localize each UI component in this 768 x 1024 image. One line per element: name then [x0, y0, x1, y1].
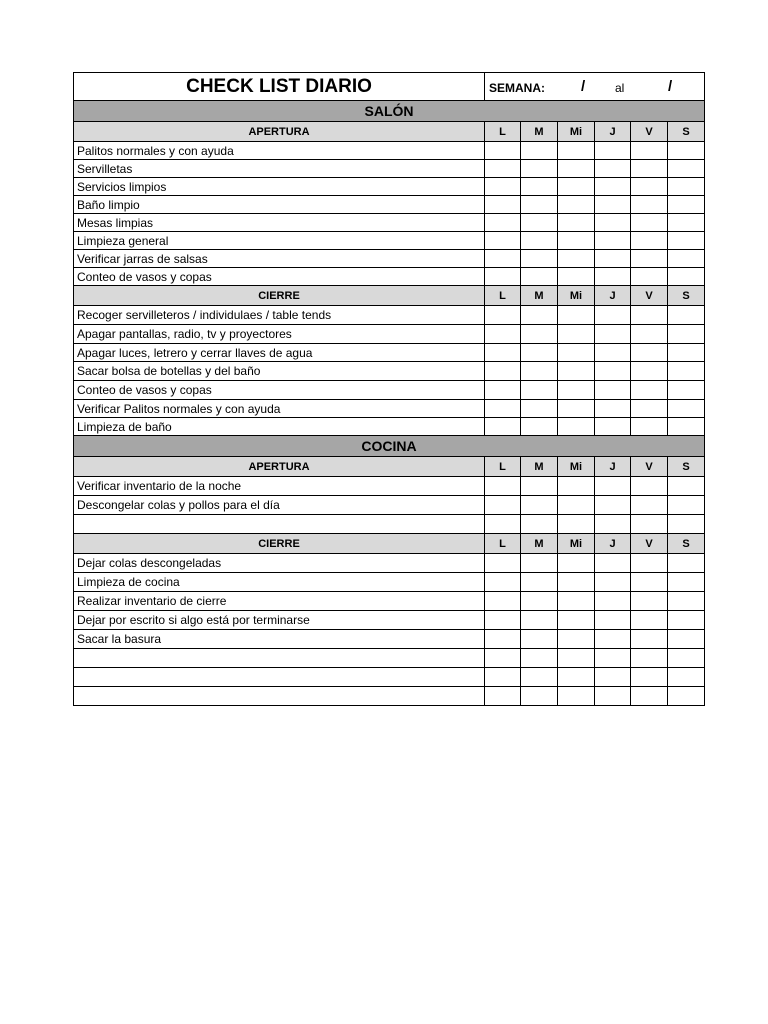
check-cell-1[interactable] — [521, 232, 558, 250]
check-cell-3[interactable] — [595, 178, 631, 196]
check-cell-3[interactable] — [595, 630, 631, 649]
table-row — [74, 554, 705, 573]
check-cell-2[interactable] — [558, 344, 595, 362]
task-label: Realizar inventario de cierre — [74, 592, 485, 611]
check-cell-3[interactable] — [595, 362, 631, 381]
day-header-1: M — [521, 286, 558, 306]
task-label: Dejar colas descongeladas — [74, 554, 485, 573]
day-header-5: S — [668, 457, 705, 477]
check-cell-1[interactable] — [521, 306, 558, 325]
task-label: Servilletas — [74, 160, 485, 178]
table-row — [74, 178, 705, 196]
check-cell-4[interactable] — [631, 196, 668, 214]
check-cell-1[interactable] — [521, 592, 558, 611]
check-cell-5[interactable] — [668, 554, 705, 573]
day-header-5: S — [668, 286, 705, 306]
check-cell-1[interactable] — [521, 214, 558, 232]
check-cell-0[interactable] — [485, 381, 521, 400]
check-cell-5[interactable] — [668, 306, 705, 325]
task-label: Apagar luces, letrero y cerrar llaves de agua — [74, 344, 485, 362]
check-cell-5[interactable] — [668, 687, 705, 706]
check-cell-1[interactable] — [521, 362, 558, 381]
day-header-3: J — [595, 457, 631, 477]
check-cell-4[interactable] — [631, 687, 668, 706]
check-cell-0[interactable] — [485, 142, 521, 160]
check-cell-0[interactable] — [485, 592, 521, 611]
check-cell-2[interactable] — [558, 362, 595, 381]
check-cell-1[interactable] — [521, 142, 558, 160]
day-header-2: Mi — [558, 122, 595, 142]
task-label — [74, 668, 485, 687]
salon-section-header — [74, 101, 705, 122]
check-cell-2[interactable] — [558, 214, 595, 232]
table-row — [74, 250, 705, 268]
check-cell-5[interactable] — [668, 477, 705, 496]
check-cell-3[interactable] — [595, 554, 631, 573]
task-label: Sacar la basura — [74, 630, 485, 649]
check-cell-3[interactable] — [595, 400, 631, 418]
day-header-3: J — [595, 286, 631, 306]
table-row — [74, 668, 705, 687]
check-cell-3[interactable] — [595, 515, 631, 534]
check-cell-4[interactable] — [631, 611, 668, 630]
check-cell-3[interactable] — [595, 306, 631, 325]
table-row — [74, 214, 705, 232]
check-cell-2[interactable] — [558, 668, 595, 687]
task-label: Sacar bolsa de botellas y del baño — [74, 362, 485, 381]
table-row — [74, 268, 705, 286]
check-cell-5[interactable] — [668, 630, 705, 649]
day-header-5: S — [668, 534, 705, 554]
check-cell-1[interactable] — [521, 611, 558, 630]
table-row — [74, 142, 705, 160]
al-label: al — [615, 81, 625, 95]
title-row — [74, 73, 705, 101]
check-cell-0[interactable] — [485, 554, 521, 573]
check-cell-0[interactable] — [485, 630, 521, 649]
task-label: Verificar inventario de la noche — [74, 477, 485, 496]
task-label: Limpieza de baño — [74, 418, 485, 436]
check-cell-5[interactable] — [668, 232, 705, 250]
check-cell-1[interactable] — [521, 515, 558, 534]
check-cell-0[interactable] — [485, 649, 521, 668]
table-row — [74, 381, 705, 400]
check-cell-2[interactable] — [558, 250, 595, 268]
table-row — [74, 362, 705, 381]
check-cell-0[interactable] — [485, 306, 521, 325]
check-cell-5[interactable] — [668, 344, 705, 362]
check-cell-2[interactable] — [558, 232, 595, 250]
check-cell-4[interactable] — [631, 214, 668, 232]
check-cell-1[interactable] — [521, 573, 558, 592]
check-cell-5[interactable] — [668, 649, 705, 668]
check-cell-1[interactable] — [521, 630, 558, 649]
table-row — [74, 344, 705, 362]
check-cell-1[interactable] — [521, 477, 558, 496]
check-cell-4[interactable] — [631, 573, 668, 592]
check-cell-2[interactable] — [558, 554, 595, 573]
check-cell-4[interactable] — [631, 515, 668, 534]
check-cell-2[interactable] — [558, 142, 595, 160]
check-cell-2[interactable] — [558, 687, 595, 706]
check-cell-2[interactable] — [558, 611, 595, 630]
task-label: Descongelar colas y pollos para el día — [74, 496, 485, 515]
check-cell-5[interactable] — [668, 611, 705, 630]
check-cell-5[interactable] — [668, 268, 705, 286]
table-row — [74, 649, 705, 668]
check-cell-2[interactable] — [558, 160, 595, 178]
day-header-4: V — [631, 457, 668, 477]
check-cell-3[interactable] — [595, 649, 631, 668]
check-cell-5[interactable] — [668, 592, 705, 611]
day-header-3: J — [595, 122, 631, 142]
task-label: Recoger servilleteros / individulaes / table tends — [74, 306, 485, 325]
table-row — [74, 306, 705, 325]
salon-apertura-label: APERTURA — [74, 122, 485, 142]
check-cell-0[interactable] — [485, 214, 521, 232]
check-cell-3[interactable] — [595, 160, 631, 178]
check-cell-4[interactable] — [631, 496, 668, 515]
check-cell-2[interactable] — [558, 196, 595, 214]
check-cell-1[interactable] — [521, 160, 558, 178]
check-cell-2[interactable] — [558, 381, 595, 400]
check-cell-1[interactable] — [521, 668, 558, 687]
check-cell-2[interactable] — [558, 268, 595, 286]
check-cell-2[interactable] — [558, 400, 595, 418]
check-cell-4[interactable] — [631, 142, 668, 160]
check-cell-3[interactable] — [595, 232, 631, 250]
cocina-apertura-label: APERTURA — [74, 457, 485, 477]
check-cell-4[interactable] — [631, 362, 668, 381]
check-cell-2[interactable] — [558, 630, 595, 649]
check-cell-5[interactable] — [668, 160, 705, 178]
check-cell-0[interactable] — [485, 178, 521, 196]
table-row — [74, 687, 705, 706]
check-cell-1[interactable] — [521, 418, 558, 436]
check-cell-4[interactable] — [631, 178, 668, 196]
task-label: Limpieza general — [74, 232, 485, 250]
check-cell-5[interactable] — [668, 515, 705, 534]
check-cell-4[interactable] — [631, 381, 668, 400]
table-row — [74, 515, 705, 534]
salon-apertura-header — [74, 122, 705, 142]
check-cell-3[interactable] — [595, 573, 631, 592]
day-header-0: L — [485, 122, 521, 142]
check-cell-3[interactable] — [595, 196, 631, 214]
check-cell-4[interactable] — [631, 630, 668, 649]
check-cell-0[interactable] — [485, 250, 521, 268]
check-cell-2[interactable] — [558, 178, 595, 196]
check-cell-2[interactable] — [558, 515, 595, 534]
check-cell-5[interactable] — [668, 573, 705, 592]
day-header-0: L — [485, 534, 521, 554]
cocina-apertura-header — [74, 457, 705, 477]
day-header-1: M — [521, 122, 558, 142]
day-header-1: M — [521, 534, 558, 554]
check-cell-2[interactable] — [558, 496, 595, 515]
table-row — [74, 496, 705, 515]
day-header-2: Mi — [558, 286, 595, 306]
check-cell-3[interactable] — [595, 268, 631, 286]
check-cell-1[interactable] — [521, 381, 558, 400]
day-header-4: V — [631, 122, 668, 142]
task-label — [74, 515, 485, 534]
check-cell-1[interactable] — [521, 649, 558, 668]
table-row — [74, 477, 705, 496]
table-row — [74, 325, 705, 344]
check-cell-1[interactable] — [521, 554, 558, 573]
check-cell-0[interactable] — [485, 477, 521, 496]
check-cell-0[interactable] — [485, 325, 521, 344]
semana-label: SEMANA: — [489, 81, 545, 95]
day-header-4: V — [631, 286, 668, 306]
check-cell-4[interactable] — [631, 418, 668, 436]
check-cell-1[interactable] — [521, 268, 558, 286]
check-cell-3[interactable] — [595, 592, 631, 611]
week-field[interactable] — [485, 73, 705, 101]
check-cell-2[interactable] — [558, 592, 595, 611]
check-cell-1[interactable] — [521, 178, 558, 196]
check-cell-3[interactable] — [595, 477, 631, 496]
check-cell-5[interactable] — [668, 178, 705, 196]
table-row — [74, 630, 705, 649]
check-cell-0[interactable] — [485, 418, 521, 436]
check-cell-4[interactable] — [631, 554, 668, 573]
check-cell-4[interactable] — [631, 160, 668, 178]
check-cell-2[interactable] — [558, 418, 595, 436]
check-cell-1[interactable] — [521, 344, 558, 362]
check-cell-4[interactable] — [631, 592, 668, 611]
check-cell-0[interactable] — [485, 573, 521, 592]
check-cell-2[interactable] — [558, 306, 595, 325]
check-cell-0[interactable] — [485, 668, 521, 687]
check-cell-2[interactable] — [558, 573, 595, 592]
day-header-0: L — [485, 457, 521, 477]
task-label: Conteo de vasos y copas — [74, 381, 485, 400]
check-cell-0[interactable] — [485, 268, 521, 286]
check-cell-1[interactable] — [521, 496, 558, 515]
day-header-0: L — [485, 286, 521, 306]
table-row — [74, 592, 705, 611]
check-cell-0[interactable] — [485, 515, 521, 534]
check-cell-5[interactable] — [668, 362, 705, 381]
check-cell-5[interactable] — [668, 214, 705, 232]
check-cell-3[interactable] — [595, 381, 631, 400]
day-header-4: V — [631, 534, 668, 554]
check-cell-3[interactable] — [595, 250, 631, 268]
check-cell-4[interactable] — [631, 306, 668, 325]
check-cell-1[interactable] — [521, 196, 558, 214]
table-row — [74, 232, 705, 250]
check-cell-4[interactable] — [631, 649, 668, 668]
check-cell-5[interactable] — [668, 381, 705, 400]
table-row — [74, 573, 705, 592]
check-cell-3[interactable] — [595, 214, 631, 232]
check-cell-3[interactable] — [595, 344, 631, 362]
table-row — [74, 160, 705, 178]
check-cell-5[interactable] — [668, 325, 705, 344]
check-cell-1[interactable] — [521, 687, 558, 706]
check-cell-0[interactable] — [485, 232, 521, 250]
check-cell-5[interactable] — [668, 142, 705, 160]
check-cell-3[interactable] — [595, 611, 631, 630]
check-cell-0[interactable] — [485, 400, 521, 418]
check-cell-0[interactable] — [485, 196, 521, 214]
check-cell-5[interactable] — [668, 496, 705, 515]
check-cell-4[interactable] — [631, 325, 668, 344]
check-cell-0[interactable] — [485, 687, 521, 706]
check-cell-5[interactable] — [668, 400, 705, 418]
check-cell-3[interactable] — [595, 142, 631, 160]
check-cell-4[interactable] — [631, 232, 668, 250]
check-cell-4[interactable] — [631, 668, 668, 687]
check-cell-4[interactable] — [631, 250, 668, 268]
check-cell-3[interactable] — [595, 668, 631, 687]
check-cell-5[interactable] — [668, 250, 705, 268]
task-label: Apagar pantallas, radio, tv y proyectores — [74, 325, 485, 344]
table-row — [74, 611, 705, 630]
check-cell-2[interactable] — [558, 649, 595, 668]
check-cell-4[interactable] — [631, 400, 668, 418]
check-cell-1[interactable] — [521, 250, 558, 268]
check-cell-3[interactable] — [595, 325, 631, 344]
task-label — [74, 649, 485, 668]
check-cell-2[interactable] — [558, 477, 595, 496]
salon-section-title: SALÓN — [74, 101, 705, 122]
task-label: Mesas limpias — [74, 214, 485, 232]
check-cell-3[interactable] — [595, 687, 631, 706]
day-header-2: Mi — [558, 534, 595, 554]
check-cell-4[interactable] — [631, 344, 668, 362]
check-cell-5[interactable] — [668, 668, 705, 687]
check-cell-4[interactable] — [631, 477, 668, 496]
table-row — [74, 400, 705, 418]
check-cell-3[interactable] — [595, 418, 631, 436]
day-header-2: Mi — [558, 457, 595, 477]
cocina-cierre-header — [74, 534, 705, 554]
task-label: Palitos normales y con ayuda — [74, 142, 485, 160]
table-row — [74, 196, 705, 214]
table-row — [74, 418, 705, 436]
task-label: Servicios limpios — [74, 178, 485, 196]
cocina-section-header — [74, 436, 705, 457]
task-label: Conteo de vasos y copas — [74, 268, 485, 286]
check-cell-1[interactable] — [521, 325, 558, 344]
task-label: Dejar por escrito si algo está por terminarse — [74, 611, 485, 630]
day-header-5: S — [668, 122, 705, 142]
check-cell-2[interactable] — [558, 325, 595, 344]
check-cell-4[interactable] — [631, 268, 668, 286]
task-label: Limpieza de cocina — [74, 573, 485, 592]
day-header-1: M — [521, 457, 558, 477]
task-label: Verificar Palitos normales y con ayuda — [74, 400, 485, 418]
task-label — [74, 687, 485, 706]
check-cell-5[interactable] — [668, 196, 705, 214]
check-cell-0[interactable] — [485, 362, 521, 381]
check-cell-1[interactable] — [521, 400, 558, 418]
page-title: CHECK LIST DIARIO — [74, 73, 485, 101]
salon-cierre-header — [74, 286, 705, 306]
check-cell-0[interactable] — [485, 344, 521, 362]
cocina-section-title: COCINA — [74, 436, 705, 457]
check-cell-0[interactable] — [485, 160, 521, 178]
date-slash-start: / — [581, 78, 586, 95]
cocina-cierre-label: CIERRE — [74, 534, 485, 554]
check-cell-0[interactable] — [485, 611, 521, 630]
check-cell-0[interactable] — [485, 496, 521, 515]
checklist-table — [73, 72, 705, 706]
task-label: Baño limpio — [74, 196, 485, 214]
salon-cierre-label: CIERRE — [74, 286, 485, 306]
day-header-3: J — [595, 534, 631, 554]
task-label: Verificar jarras de salsas — [74, 250, 485, 268]
date-slash-end: / — [668, 78, 673, 95]
check-cell-3[interactable] — [595, 496, 631, 515]
check-cell-5[interactable] — [668, 418, 705, 436]
